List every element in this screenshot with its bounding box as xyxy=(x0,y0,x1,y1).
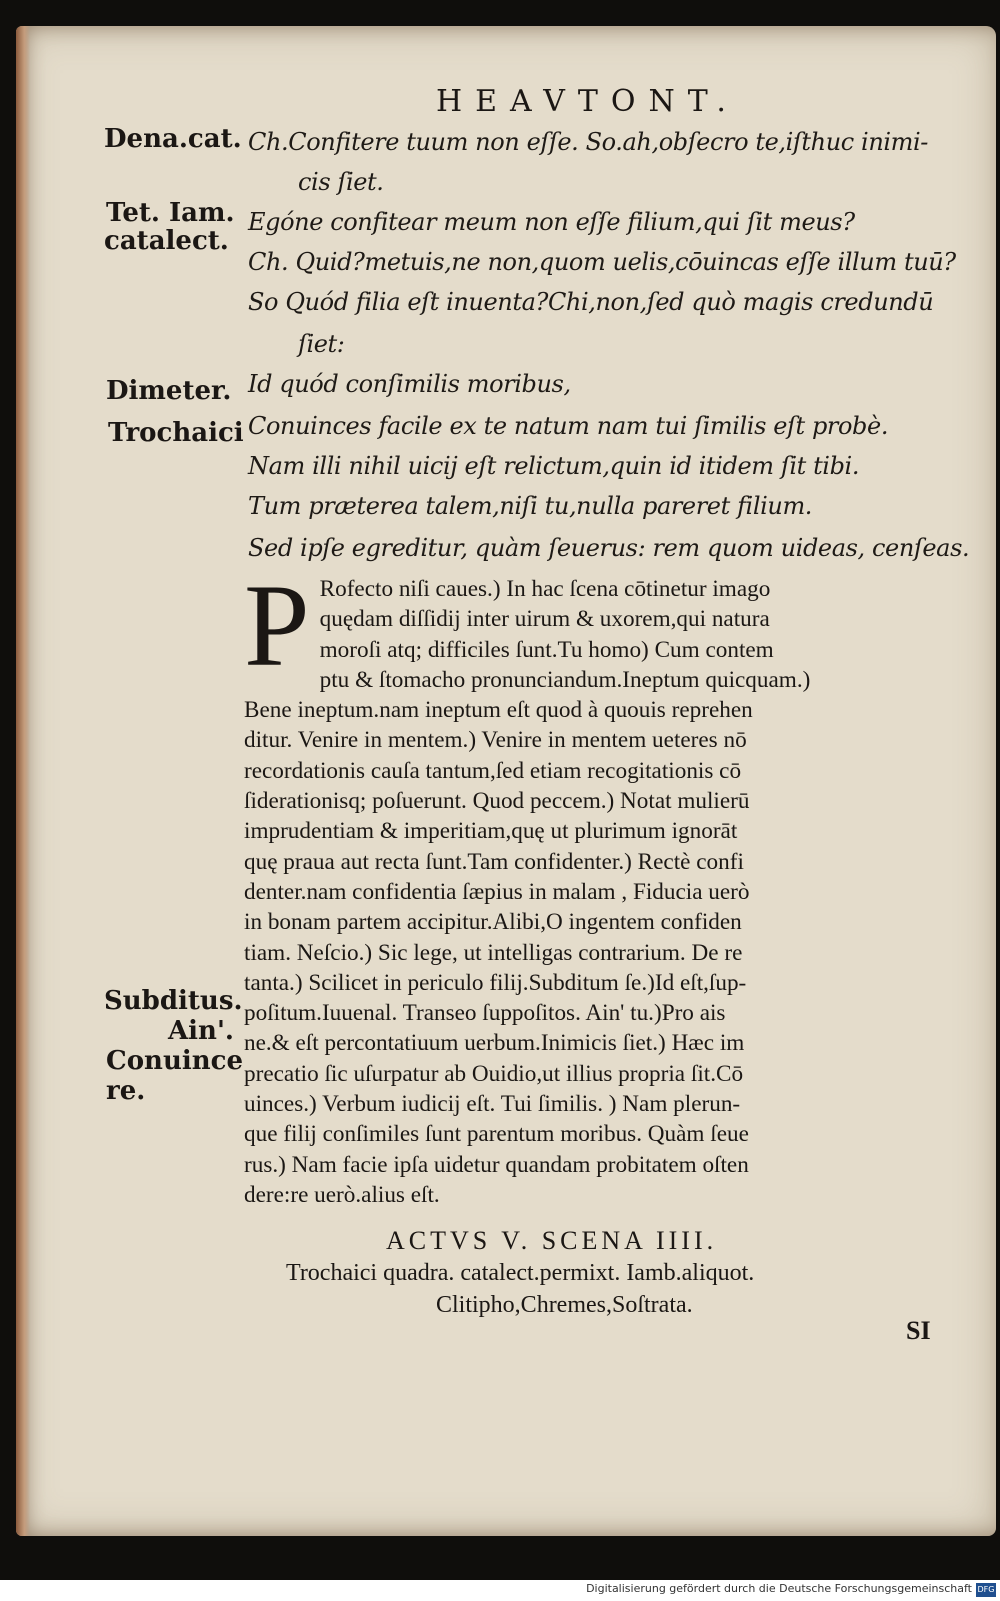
verse-line: So Quód filia eſt inuenta?Chi,non,ſed quò magis credundū xyxy=(248,288,934,316)
dfg-logo-icon: DFG xyxy=(976,1583,996,1597)
margin-note-catalect: catalect. xyxy=(104,226,229,256)
verse-line: ſiet: xyxy=(298,330,345,358)
margin-note-conuince: Conuince xyxy=(106,1046,243,1076)
commentary-line: uinces.) Verbum iudicij eſt. Tui ſimilis. ) Nam plerun- xyxy=(244,1091,741,1118)
commentary-line: ne.& eſt percontatiuum uerbum.Inimicis ſiet.) Hæc im xyxy=(244,1030,745,1057)
verse-line: Tum præterea talem,niſi tu,nulla pareret filium. xyxy=(248,492,813,520)
commentary-line: quędam diſſidij inter uirum & uxorem,qui natura xyxy=(319,606,770,633)
commentary-line: tanta.) Scilicet in periculo filij.Subditum ſe.)Id eſt,ſup- xyxy=(244,969,747,996)
commentary-line: moroſi atq; difficiles ſunt.Tu homo) Cum contem xyxy=(319,636,774,663)
verse-line: Nam illi nihil uicij eſt relictum,quin id itidem ſit tibi. xyxy=(248,452,860,480)
commentary-line: Rofecto niſi caues.) In hac ſcena cōtinetur imago xyxy=(319,576,771,602)
verse-line: Conuinces facile ex te natum nam tui ſimilis eſt probè. xyxy=(248,412,889,440)
commentary-line: quę praua aut recta ſunt.Tam confidenter.) Rectè confi xyxy=(244,848,744,875)
margin-note-ain: Ain'. xyxy=(168,1016,234,1046)
commentary-line: in bonam partem accipitur.Alibi,O ingentem confiden xyxy=(244,909,742,936)
dramatis-personae: Clitipho,Chremes,Soſtrata. xyxy=(436,1292,693,1318)
commentary-line: rus.) Nam facie ipſa uidetur quandam probitatem oſten xyxy=(244,1151,749,1178)
footer-bar xyxy=(0,1580,1000,1601)
verse-line: Sed ipſe egreditur, quàm ſeuerus: rem quom uideas, cenſeas. xyxy=(248,534,970,562)
verse-line: Ch.Confitere tuum non eſſe. So.ah,obſecro te,iſthuc inimi- xyxy=(248,128,928,156)
commentary-line: denter.nam confidentia ſæpius in malam , Fiducia uerò xyxy=(244,878,750,905)
meter-description: Trochaici quadra. catalect.permixt. Iamb.aliquot. xyxy=(286,1260,755,1286)
commentary-block xyxy=(244,560,962,1210)
commentary-line: ſiderationisq; poſuerunt. Quod peccem.) Notat mulierū xyxy=(244,788,750,815)
margin-note-trochaici: Trochaici xyxy=(108,418,244,448)
act-scene-title: ACTVS V. SCENA IIII. xyxy=(386,1226,718,1255)
commentary-line: que filij conſimiles ſunt parentum moribus. Quàm ſeue xyxy=(244,1121,749,1148)
verse-line: cis ſiet. xyxy=(298,168,384,196)
commentary-line: precatio ſic uſurpatur ab Ouidio,ut illius propria ſit.Cō xyxy=(244,1060,744,1087)
verse-line: Ch. Quid?metuis,ne non,quom uelis,cōuincas eſſe illum tuū? xyxy=(248,248,956,276)
commentary-line: imprudentiam & imperitiam,quę ut plurimum ignorāt xyxy=(244,818,738,845)
book-page xyxy=(16,26,996,1536)
running-head: HEAVTONT. xyxy=(436,84,739,119)
margin-note-tet-iam: Tet. Iam. xyxy=(106,198,235,228)
page-edge xyxy=(16,26,30,1536)
commentary-line: ptu & ſtomacho pronunciandum.Ineptum quicquam.) xyxy=(319,666,811,693)
commentary-line: tiam. Neſcio.) Sic lege, ut intelligas contrarium. De re xyxy=(244,939,743,966)
commentary-line: dere:re uerò.alius eſt. xyxy=(244,1181,440,1208)
verse-line: Egóne confitear meum non eſſe filium,qui ſit meus? xyxy=(248,208,855,236)
commentary-line: poſitum.Iuuenal. Transeo ſuppoſitos. Ain' tu.)Pro ais xyxy=(244,1000,726,1027)
verse-line: Id quód conſimilis moribus, xyxy=(248,370,571,398)
margin-note-subditus: Subditus. xyxy=(104,986,243,1016)
margin-note-dena-cat: Dena.cat. xyxy=(104,124,242,154)
signature-mark: SI xyxy=(906,1316,931,1345)
footer-credit: Digitalisierung gefördert durch die Deutsche Forschungsgemeinschaft xyxy=(586,1582,972,1595)
commentary-line: recordationis cauſa tantum,ſed etiam recogitationis cō xyxy=(244,757,742,784)
commentary-line: Bene ineptum.nam ineptum eſt quod à quouis reprehen xyxy=(244,697,753,724)
commentary-line: ditur. Venire in mentem.) Venire in mentem ueteres nō xyxy=(244,727,747,754)
margin-note-dimeter: Dimeter. xyxy=(106,376,232,406)
drop-cap: P xyxy=(244,560,310,691)
margin-note-re: re. xyxy=(106,1076,146,1106)
